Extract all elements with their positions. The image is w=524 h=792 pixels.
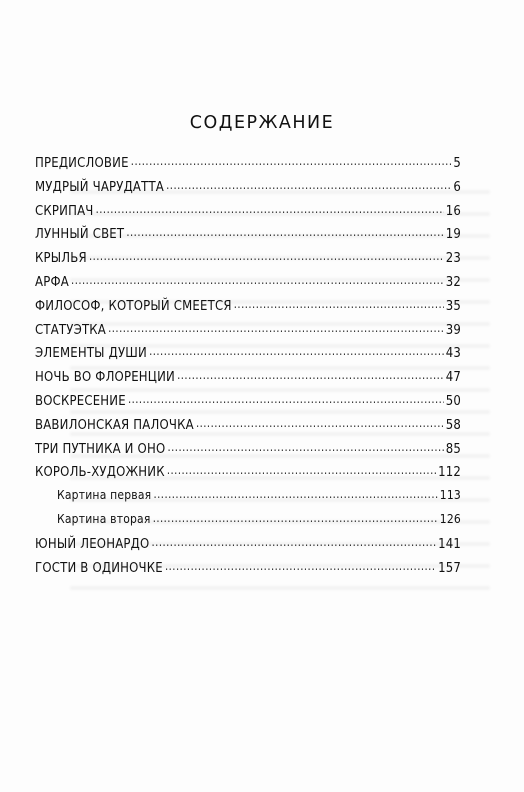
toc-entry[interactable] <box>35 202 461 226</box>
toc-entry-page: 58 <box>445 417 461 433</box>
toc-entry-title: ЮНЫЙ ЛЕОНАРДО <box>35 536 150 552</box>
toc-entry-title: МУДРЫЙ ЧАРУДАТТА <box>35 179 165 195</box>
toc-entry[interactable] <box>35 535 461 559</box>
dot-leader <box>177 368 444 381</box>
toc-entry[interactable] <box>35 297 461 321</box>
toc-entry-title: Картина первая <box>57 488 152 503</box>
toc-entry-title: КОРОЛЬ-ХУДОЖНИК <box>35 465 165 481</box>
dot-leader <box>71 273 444 286</box>
dot-leader <box>196 416 444 429</box>
toc-entry-title: ЛУННЫЙ СВЕТ <box>35 227 125 243</box>
toc-entry-title: ТРИ ПУТНИКА И ОНО <box>35 441 166 457</box>
toc-entry-page: 43 <box>445 346 461 362</box>
toc-entry-page: 112 <box>438 465 461 481</box>
dot-leader <box>165 559 436 572</box>
toc-entry-page: 47 <box>445 370 461 386</box>
dot-leader <box>167 440 443 453</box>
dot-leader <box>151 535 436 548</box>
toc-entry[interactable] <box>35 368 461 392</box>
dot-leader <box>167 463 436 476</box>
toc-entry-page: 85 <box>445 441 461 457</box>
toc-entry-page: 50 <box>445 393 461 409</box>
toc-entry-page: 32 <box>445 274 461 290</box>
toc-entry[interactable] <box>35 225 461 249</box>
toc-entry-page: 19 <box>445 227 461 243</box>
dot-leader <box>153 511 438 523</box>
toc-entry[interactable] <box>35 463 461 487</box>
toc-entry-title: ВАВИЛОНСКАЯ ПАЛОЧКА <box>35 417 194 433</box>
toc-subentry[interactable] <box>35 511 461 535</box>
toc-entry-title: Картина вторая <box>57 511 151 526</box>
toc-entry[interactable] <box>35 321 461 345</box>
toc-entry[interactable] <box>35 416 461 440</box>
toc-entry-page: 6 <box>453 179 461 195</box>
toc-entry[interactable] <box>35 154 461 178</box>
toc-title: СОДЕРЖАНИЕ <box>189 113 335 133</box>
toc-entry-page: 23 <box>445 251 461 267</box>
toc-entry-page: 35 <box>445 298 461 314</box>
toc-entry-page: 16 <box>445 203 461 219</box>
dot-leader <box>149 344 444 357</box>
toc-entry[interactable] <box>35 178 461 202</box>
toc-entry[interactable] <box>35 440 461 464</box>
toc-entry-title: СКРИПАЧ <box>35 203 94 219</box>
toc-entry-title: ГОСТИ В ОДИНОЧКЕ <box>35 560 163 576</box>
toc-entry-page: 5 <box>453 156 461 171</box>
dot-leader <box>108 321 444 334</box>
toc-entry[interactable] <box>35 559 461 583</box>
toc-entry[interactable] <box>35 273 461 297</box>
toc-entry-title: ВОСКРЕСЕНИЕ <box>35 393 126 409</box>
toc-entry-title: СТАТУЭТКА <box>35 322 106 338</box>
table-of-contents <box>35 154 461 582</box>
toc-entry[interactable] <box>35 344 461 368</box>
dot-leader <box>126 225 443 238</box>
toc-entry-page: 141 <box>438 536 461 552</box>
toc-entry-title: ФИЛОСОФ, КОТОРЫЙ СМЕЕТСЯ <box>35 298 232 314</box>
dot-leader <box>89 249 444 262</box>
toc-entry[interactable] <box>35 249 461 273</box>
dot-leader <box>96 202 444 215</box>
dot-leader <box>166 178 451 191</box>
toc-entry-page: 126 <box>439 511 461 526</box>
toc-entry-title: ПРЕДИСЛОВИЕ <box>35 156 129 171</box>
toc-entry-title: КРЫЛЬЯ <box>35 251 87 267</box>
dot-leader <box>234 297 444 310</box>
toc-entry-title: ЭЛЕМЕНТЫ ДУШИ <box>35 346 147 362</box>
dot-leader <box>131 154 452 167</box>
toc-entry[interactable] <box>35 392 461 416</box>
toc-entry-page: 113 <box>439 488 461 503</box>
toc-entry-title: АРФА <box>35 274 69 290</box>
toc-entry-page: 157 <box>438 560 461 576</box>
dot-leader <box>153 487 437 499</box>
toc-entry-page: 39 <box>445 322 461 338</box>
toc-subentry[interactable] <box>35 487 461 511</box>
dot-leader <box>128 392 444 405</box>
toc-entry-title: НОЧЬ ВО ФЛОРЕНЦИИ <box>35 370 175 386</box>
